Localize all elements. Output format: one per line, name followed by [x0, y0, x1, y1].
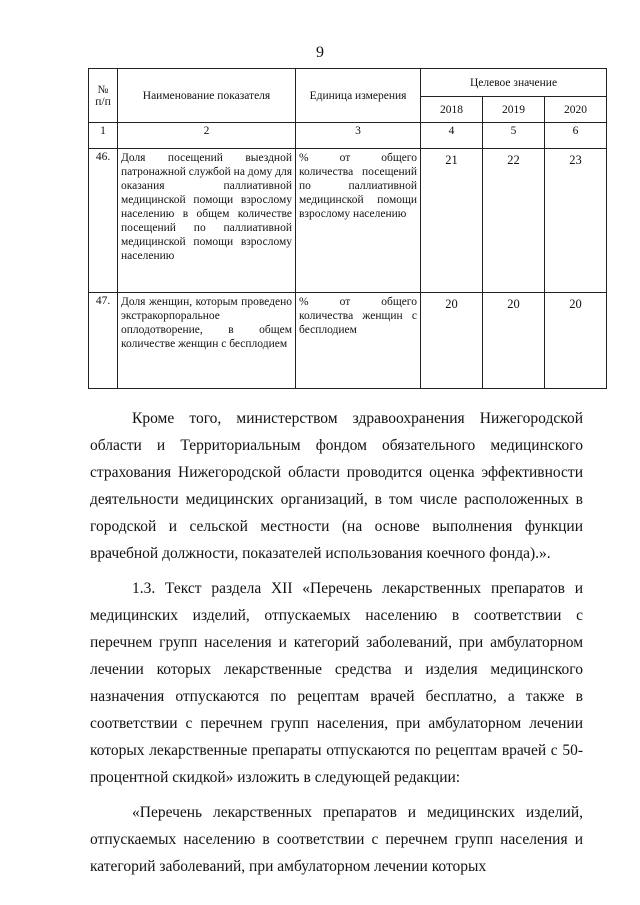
column-number: 5 [483, 123, 545, 149]
column-number: 2 [118, 123, 296, 149]
header-target: Целевое значение [421, 69, 607, 97]
indicator-name: Доля женщин, которым проведено экстракорпоральное оплодотворение, в общем количестве женщин с бесплодием [118, 293, 296, 389]
page-number: 9 [316, 44, 324, 61]
header-name: Наименование показателя [118, 69, 296, 123]
body-text [90, 405, 583, 880]
indicator-name: Доля посещений выездной патронажной службой на дому для оказания паллиативной медицинской помощи взрослому населению в общем количестве посещений по паллиативной медицинской помощи взрослому населению [118, 149, 296, 293]
header-unit: Единица измерения [296, 69, 421, 123]
table-row [89, 293, 607, 389]
header-year: 2019 [483, 97, 545, 123]
target-value: 23 [545, 149, 607, 293]
target-value: 21 [421, 149, 483, 293]
column-number: 4 [421, 123, 483, 149]
target-value: 20 [545, 293, 607, 389]
row-number: 47. [89, 293, 118, 389]
paragraph: Кроме того, министерством здравоохранения Нижегородской области и Территориальным фондом обязательного медицинского страхования Нижегородской области проводится оценка эффективности деятельности медицинских организаций, в том числе расположенных в городской и сельской местности (на основе выполнения функции врачебной должности, показателей использования коечного фонда).». [90, 410, 583, 562]
header-year: 2020 [545, 97, 607, 123]
target-value: 20 [421, 293, 483, 389]
paragraph: «Перечень лекарственных препаратов и медицинских изделий, отпускаемых населению в соответствии с перечнем групп населения и категорий заболеваний, при амбулаторном лечении которых [90, 804, 583, 875]
indicator-unit: % от общего количества женщин с бесплодием [296, 293, 421, 389]
column-number: 6 [545, 123, 607, 149]
target-value: 22 [483, 149, 545, 293]
row-number: 46. [89, 149, 118, 293]
target-value: 20 [483, 293, 545, 389]
paragraph: 1.3. Текст раздела XII «Перечень лекарственных препаратов и медицинских изделий, отпускаемых населению в соответствии с перечнем групп населения и категорий заболеваний, при амбулаторном лечении которых лекарственные средства и изделия медицинского назначения отпускаются по рецептам врачей бесплатно, а также в соответствии с перечнем групп населения, при амбулаторном лечении которых лекарственные препараты отпускаются по рецептам врачей с 50-процентной скидкой» изложить в следующей редакции: [90, 580, 583, 786]
header-no: № п/п [89, 69, 118, 123]
indicator-unit: % от общего количества посещений по паллиативной медицинской помощи взрослому населению [296, 149, 421, 293]
table-row [89, 149, 607, 293]
column-number: 1 [89, 123, 118, 149]
indicators-table [88, 68, 607, 389]
column-number: 3 [296, 123, 421, 149]
header-year: 2018 [421, 97, 483, 123]
